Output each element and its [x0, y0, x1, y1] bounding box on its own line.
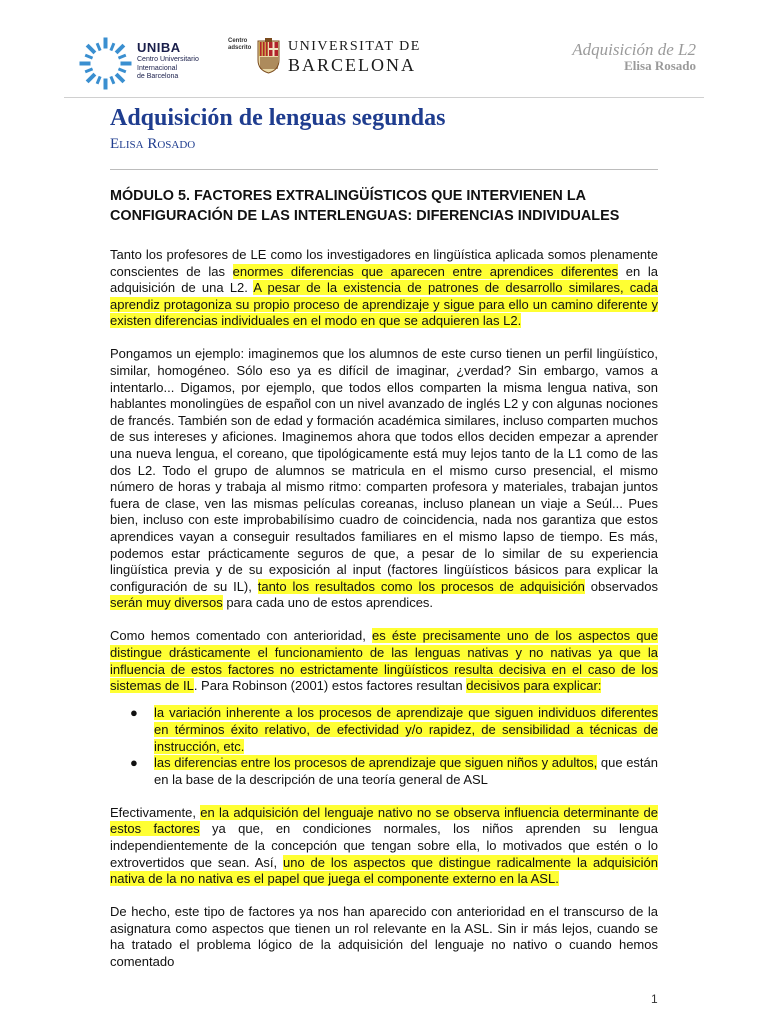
- bullet-list: [110, 705, 658, 788]
- university-crest-icon: [256, 38, 281, 74]
- highlighted-text: decisivos para explicar:: [466, 678, 602, 694]
- highlighted-text: enormes diferencias que aparecen entre aprendices diferentes: [232, 263, 619, 279]
- text-run: . Para Robinson (2001) estos factores resultan: [193, 678, 467, 694]
- bullet-icon: ●: [130, 755, 138, 771]
- adscrito-label: [228, 38, 251, 52]
- adscrito-line: Centro: [228, 38, 248, 44]
- highlighted-text: las diferencias entre los procesos de aprendizaje que siguen niños y adultos,: [154, 755, 598, 771]
- uniba-subtitle-line: de Barcelona: [137, 73, 179, 80]
- paragraph-native: [110, 805, 658, 888]
- uniba-subtitle-line: Centro Universitario: [137, 56, 199, 63]
- document-body: [110, 186, 658, 987]
- text-run: Pongamos un ejemplo: imaginemos que los alumnos de este curso tienen un perfil lingüístico, similar, homogéneo. Sólo eso ya es difícil de imaginar, ¿verdad? Sin embargo, vamos a intentarlo... Digamos, por ejemplo, que todos ellos comparten la misma lengua nativa, son hablantes monolingües de español con un nivel avanzado de inglés L2 y con algunas nociones de francés. También son de edad y formación académica similares, incluso comparten muchos de sus intereses y aficiones. Imaginemos ahora que todos ellos deciden empezar a aprender una nueva lengua, el coreano, que tipológicamente está muy lejos tanto de la L1 como de las dos L2. Todo el grupo de alumnos se matricula en el mismo curso presencial, el mismo número de horas y trabaja al mismo ritmo: comparten profesora y materiales, trabajan juntos fuera de clase, ven las mismas películas coreanas, incluso planean un viaje a Seúl... Pues bien, incluso con este improbabilísimo cuadro de coincidencia, nada nos garantiza que estos aprendices vayan a conseguir resultados familiares en el mismo lapso de tiempo. Es más, podemos estar prácticamente seguros de que, a pesar de lo similar de su experiencia lingüística previa y de su exposición al input (factores lingüísticos básicos para explicar la configuración de su IL),: [110, 346, 658, 594]
- uniba-subtitle-line: Internacional: [137, 64, 178, 72]
- page-number: 1: [651, 992, 658, 1006]
- header-author: Elisa Rosado: [624, 58, 696, 73]
- paragraph-conclusion: [110, 904, 658, 970]
- text-run: Efectivamente,: [110, 804, 201, 820]
- page-header: [0, 0, 768, 100]
- paragraph-example: [110, 346, 658, 612]
- text-run: Como hemos comentado con anterioridad,: [110, 628, 373, 644]
- ub-name-line1: UNIVERSITAT DE: [288, 39, 421, 54]
- text-run: observados: [584, 578, 658, 594]
- highlighted-text: uno de los aspectos que distingue radicalmente la adquisición nativa de la no nativa es el papel que juega el componente externo en la ASL.: [110, 854, 658, 887]
- highlighted-text: en la adquisición del lenguaje nativo no se observa influencia determinante de estos factores: [110, 804, 658, 837]
- header-divider: [64, 97, 704, 98]
- header-course-title: Adquisición de L2: [572, 40, 696, 59]
- list-item: [130, 705, 658, 755]
- text-run: Tanto los profesores de LE como los investigadores en lingüística aplicada somos plenamente conscientes de las: [110, 247, 658, 279]
- adscrito-line: adscrito: [228, 45, 252, 51]
- uniba-logo-icon: [78, 36, 133, 91]
- uniba-title: UNIBA: [137, 40, 181, 55]
- title-divider: [110, 169, 658, 170]
- highlighted-text: A pesar de la existencia de patrones de desarrollo similares, cada aprendiz protagoniza su propio proceso de aprendizaje y sigue para ello un camino diferente y existen diferencias individuales en el modo en que se adquieren las L2.: [110, 280, 658, 329]
- text-run: ya que, en condiciones normales, los niños aprenden su lengua independientemente de la concepción que tengan sobre ella, lo motivados que estén o lo extrovertidos que sean. Así,: [110, 821, 658, 870]
- highlighted-text: serán muy diversos: [110, 595, 223, 611]
- highlighted-text: la variación inherente a los procesos de aprendizaje que siguen individuos diferentes en términos éxito relativo, de efectividad y/o rapidez, de sensibilidad a técnicas de instrucción, etc.: [154, 705, 658, 754]
- paragraph-intro: [110, 247, 658, 330]
- text-run: para cada uno de estos aprendices.: [222, 595, 434, 611]
- highlighted-text: tanto los resultados como los procesos de adquisición: [257, 578, 585, 594]
- ub-name-line2: BARCELONA: [288, 55, 417, 75]
- paragraph-robinson: [110, 628, 658, 694]
- module-heading: MÓDULO 5. FACTORES EXTRALINGÜÍSTICOS QUE INTERVIENEN LA CONFIGURACIÓN DE LAS INTERLENGUAS: DIFERENCIAS INDIVIDUALES: [110, 188, 620, 224]
- list-item: [130, 755, 659, 788]
- bullet-icon: ●: [130, 705, 138, 721]
- document-title: Adquisición de lenguas segundas: [110, 105, 446, 131]
- uniba-subtitle: [137, 56, 217, 82]
- highlighted-text: es éste precisamente uno de los aspectos que distingue drásticamente el funcionamiento de las lenguas nativas y no nativas ya que la influencia de estos factores no estrictamente lingüísticos resulta decisiva en el caso de los sistemas de IL: [110, 628, 658, 694]
- text-run: De hecho, este tipo de factores ya nos han aparecido con anterioridad en el transcurso de la asignatura como aspectos que tienen un rol relevante en la ASL. Sin ir más lejos, cuando se ha tratado el problema lógico de la adquisición del lenguaje no nativo o cuando hemos comentado: [110, 904, 658, 970]
- text-run: en la adquisición de una L2.: [110, 263, 658, 296]
- document-author: Elisa Rosado: [110, 136, 196, 152]
- text-run: que están en la base de la descripción de una teoría general de ASL: [154, 755, 659, 787]
